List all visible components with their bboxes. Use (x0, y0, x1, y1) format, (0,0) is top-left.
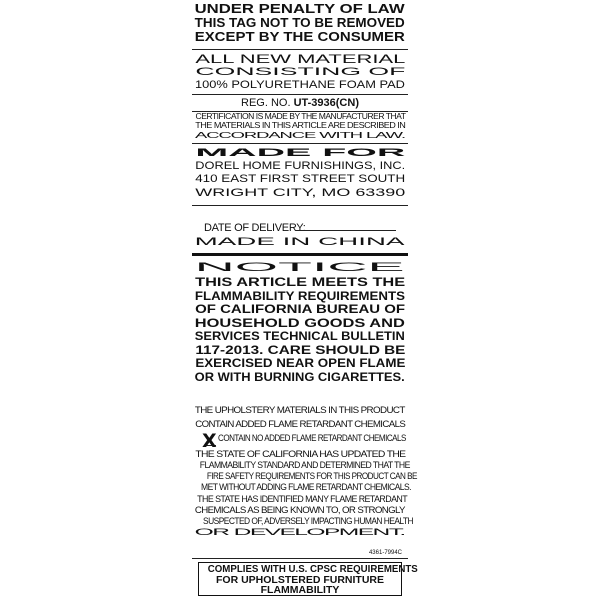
option-added-chemicals: CONTAIN ADDED FLAME RETARDANT CHEMICALS (195, 419, 405, 430)
law-header (192, 2, 408, 44)
label-code: 4361-7994C (368, 550, 402, 556)
delivery-date-row (204, 218, 400, 234)
california-statement (192, 449, 417, 538)
notice-line: OF CALIFORNIA BUREAU OF (195, 302, 405, 317)
material-line-1: CONSISTING OF (194, 66, 406, 79)
certification-line-2: THE MATERIALS IN THIS ARTICLE ARE DESCRIBED IN (194, 120, 406, 131)
x-check-mark-icon: X (202, 430, 217, 452)
divider (192, 143, 408, 144)
law-label-tag (192, 0, 418, 600)
notice-line: OR WITH BURNING CIGARETTES. (195, 369, 405, 384)
option-no-added-chemicals: CONTAIN NO ADDED FLAME RETARDANT CHEMICALS (218, 433, 406, 444)
statement-line: THE STATE OF CALIFORNIA HAS UPDATED THE (194, 449, 406, 459)
divider (192, 49, 408, 50)
statement-line: SUSPECTED OF, ADVERSELY IMPACTING HUMAN HEALTH (203, 515, 414, 526)
header-line-2: THIS TAG NOT TO BE REMOVED (194, 16, 406, 30)
certification-section (192, 112, 408, 140)
notice-line: EXERCISED NEAR OPEN FLAME (194, 356, 406, 371)
made-for-section (192, 147, 408, 200)
header-line-3: EXCEPT BY THE CONSUMER (194, 30, 406, 44)
statement-line: OR DEVELOPMENT. (194, 527, 406, 538)
statement-line: THE STATE HAS IDENTIFIED MANY FLAME RETARDANT (197, 493, 408, 504)
certification-line-1: CERTIFICATION IS MADE BY THE MANUFACTURER THAT (195, 111, 405, 121)
divider (192, 558, 408, 559)
material-section (192, 53, 408, 91)
notice-line: SERVICES TECHNICAL BULLETIN (194, 329, 406, 344)
company-street: 410 EAST FIRST STREET SOUTH (195, 173, 405, 186)
registration-number (192, 97, 408, 109)
statement-line: FLAMMABILITY STANDARD AND DETERMINED THAT THE (199, 460, 410, 471)
notice-line: FLAMMABILITY REQUIREMENTS (194, 288, 406, 303)
thick-divider (192, 253, 408, 256)
notice-line: 117-2013. CARE SHOULD BE (194, 342, 406, 357)
certification-line-3: ACCORDANCE WITH LAW. (194, 129, 405, 140)
compliance-line-3: FLAMMABILITY (260, 584, 340, 597)
notice-line: THIS ARTICLE MEETS THE (194, 275, 406, 289)
divider (192, 205, 408, 206)
compliance-line-1: COMPLIES WITH U.S. CPSC REQUIREMENTS (207, 563, 418, 575)
material-title: ALL NEW MATERIAL (194, 52, 406, 66)
compliance-box (198, 562, 418, 597)
delivery-date-blank (296, 230, 396, 231)
upholstery-intro: THE UPHOLSTERY MATERIALS IN THIS PRODUCT (195, 405, 405, 416)
registration-label: REG. NO. (241, 97, 294, 109)
material-line-2: 100% POLYURETHANE FOAM PAD (195, 78, 405, 91)
company-city: WRIGHT CITY, MO 63390 (195, 186, 405, 199)
statement-line: FIRE SAFETY REQUIREMENTS FOR THIS PRODUCT CAN BE (206, 471, 417, 482)
compliance-line-2: FOR UPHOLSTERED FURNITURE (216, 573, 384, 586)
header-line-1: UNDER PENALTY OF LAW (194, 2, 406, 16)
notice-body (192, 276, 408, 384)
option-no-added-chemicals-row (198, 430, 408, 452)
notice-line: HOUSEHOLD GOODS AND (194, 315, 406, 330)
made-for-title: MADE FOR (194, 147, 405, 159)
divider (192, 94, 408, 95)
delivery-date-label: DATE OF DELIVERY: (204, 222, 306, 234)
company-name: DOREL HOME FURNISHINGS, INC. (195, 160, 405, 173)
statement-line: MET WITHOUT ADDING FLAME RETARDANT CHEMICALS. (201, 482, 412, 493)
notice-title: NOTICE (195, 260, 405, 274)
registration-value: UT-3936(CN) (293, 97, 359, 109)
statement-line: CHEMICALS AS BEING KNOWN TO, OR STRONGLY (194, 504, 406, 515)
country-of-origin: MADE IN CHINA (195, 236, 405, 248)
